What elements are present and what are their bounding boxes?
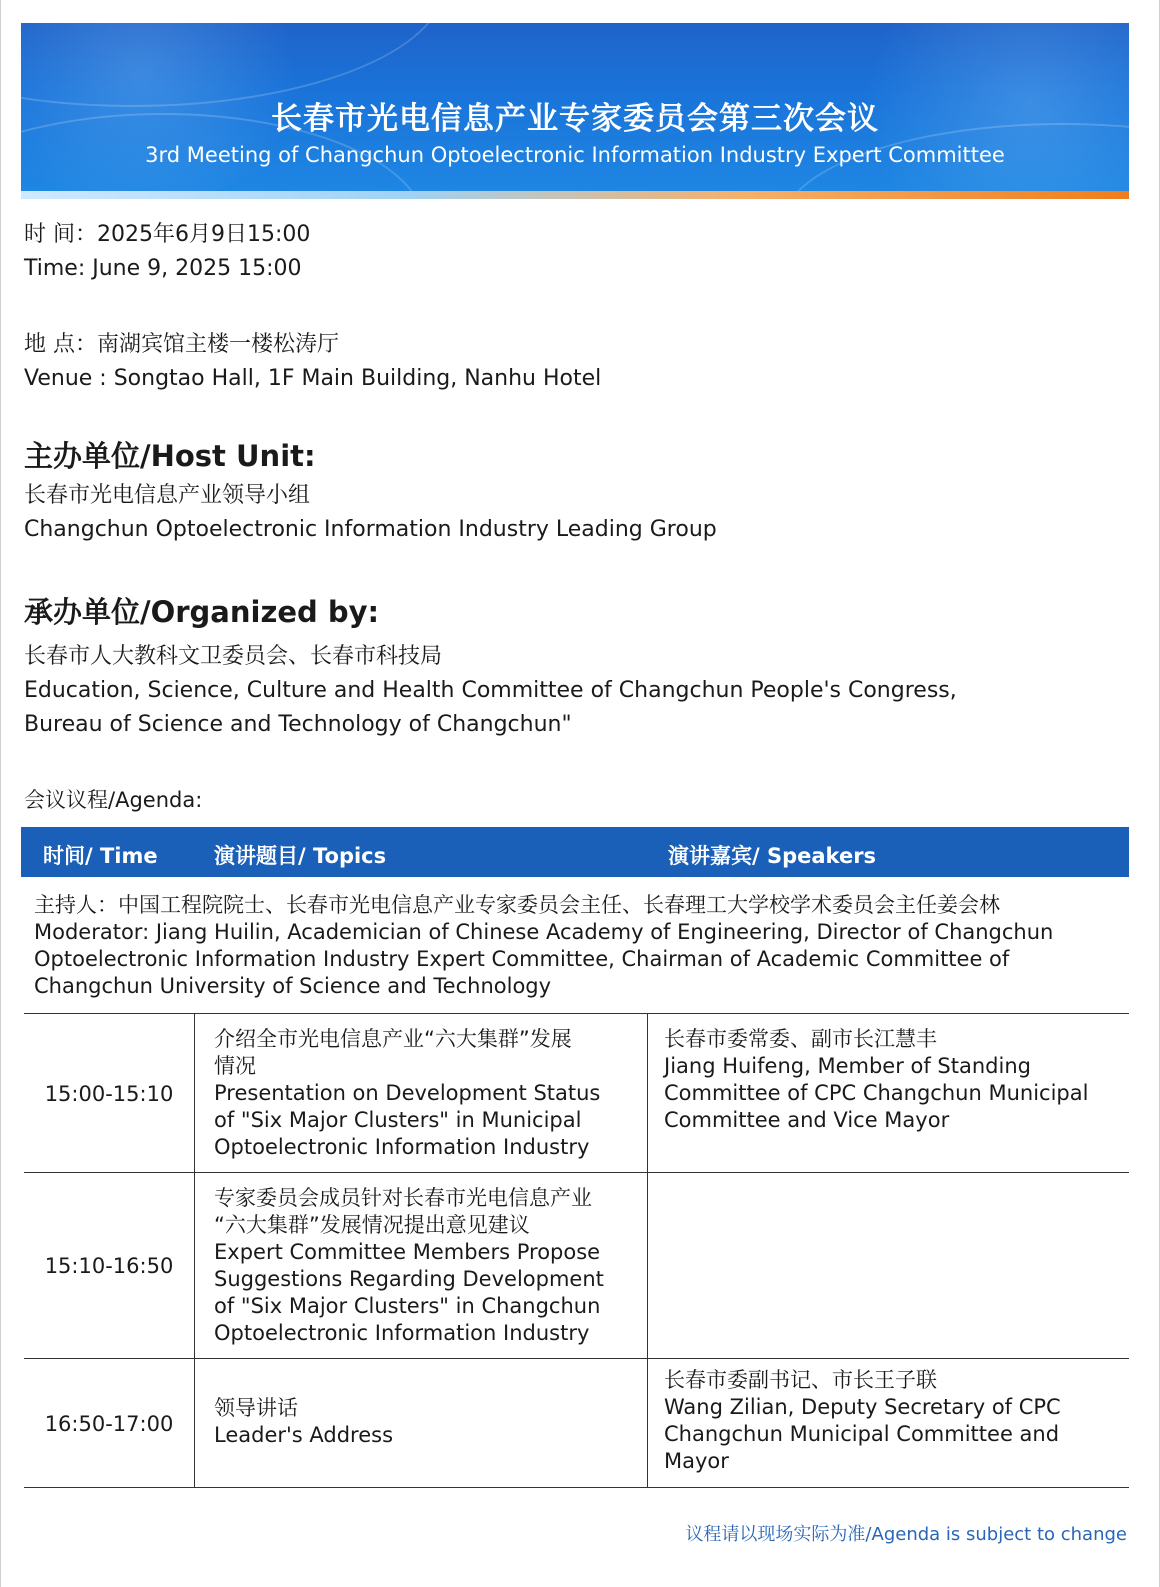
host-unit-en: Changchun Optoelectronic Information Industry Leading Group (24, 517, 717, 542)
topic-line: 领导讲话 (214, 1396, 298, 1420)
agenda-time: 15:10-16:50 (24, 1173, 195, 1359)
meeting-venue-en: Venue : Songtao Hall, 1F Main Building, Nanhu Hotel (24, 366, 602, 391)
footer-note: 议程请以现场实际为准/Agenda is subject to change (685, 1524, 1127, 1545)
page-title: 长春市光电信息产业专家委员会第三次会议 (271, 101, 879, 137)
moderator-line: Optoelectronic Information Industry Expert Committee, Chairman of Academic Committee of (34, 947, 1010, 971)
header-banner (21, 23, 1129, 191)
agenda-time: 15:00-15:10 (24, 1014, 195, 1173)
banner-accent-strip (21, 191, 1129, 199)
agenda-speaker (664, 1367, 1061, 1475)
agenda-topic (214, 1026, 600, 1161)
topic-line: of "Six Major Clusters" in Municipal (214, 1108, 582, 1132)
meeting-time-en: Time: June 9, 2025 15:00 (24, 256, 302, 281)
moderator-line: 主持人：中国工程院院士、长春市光电信息产业专家委员会主任、长春理工大学校学术委员会主任姜会林 (34, 893, 1000, 917)
column-divider (647, 1173, 648, 1359)
agenda-topic (214, 1395, 393, 1449)
agenda-speaker (664, 1026, 1088, 1134)
topic-line: Optoelectronic Information Industry (214, 1135, 590, 1159)
column-header-speakers: 演讲嘉宾/ Speakers (668, 844, 877, 868)
topic-line: Expert Committee Members Propose (214, 1240, 601, 1264)
speaker-line: Committee of CPC Changchun Municipal (664, 1081, 1089, 1105)
host-unit-cn: 长春市光电信息产业领导小组 (24, 483, 311, 508)
column-divider (647, 1359, 648, 1488)
speaker-line: Mayor (664, 1449, 729, 1473)
host-unit (24, 479, 717, 547)
agenda-label: 会议议程/Agenda: (24, 788, 203, 812)
moderator-line: Moderator: Jiang Huilin, Academician of Chinese Academy of Engineering, Director of Changchun (34, 920, 1054, 944)
topic-line: Leader's Address (214, 1423, 394, 1447)
topic-line: 情况 (214, 1054, 256, 1078)
speaker-line: Jiang Huifeng, Member of Standing (664, 1054, 1031, 1078)
speaker-line: Committee and Vice Mayor (664, 1108, 950, 1132)
topic-line: Presentation on Development Status (214, 1081, 601, 1105)
agenda-time: 16:50-17:00 (24, 1359, 195, 1488)
agenda-topic (214, 1185, 604, 1347)
organizer-en-line2: Bureau of Science and Technology of Changchun" (24, 712, 572, 737)
topic-line: Optoelectronic Information Industry (214, 1321, 590, 1345)
meeting-venue (24, 328, 601, 396)
topic-line: 介绍全市光电信息产业“六大集群”发展 (214, 1027, 572, 1051)
column-divider (647, 1014, 648, 1173)
speaker-line: 长春市委副书记、市长王子联 (664, 1368, 937, 1392)
topic-line: Suggestions Regarding Development (214, 1267, 604, 1291)
organizer-en-line1: Education, Science, Culture and Health Committee of Changchun People's Congress, (24, 678, 957, 703)
speaker-line: Changchun Municipal Committee and (664, 1422, 1060, 1446)
column-header-time: 时间/ Time (43, 844, 158, 868)
agenda-row (24, 1013, 1129, 1173)
meeting-venue-cn: 地 点：南湖宾馆主楼一楼松涛厅 (24, 332, 339, 357)
moderator-line: Changchun University of Science and Technology (34, 974, 552, 998)
organizer-unit (24, 640, 957, 742)
organizer-cn: 长春市人大教科文卫委员会、长春市科技局 (24, 644, 443, 669)
page-subtitle: 3rd Meeting of Changchun Optoelectronic Information Industry Expert Committee (145, 143, 1005, 167)
topic-line: 专家委员会成员针对长春市光电信息产业 (214, 1186, 592, 1210)
agenda-row (24, 1358, 1129, 1488)
table-bottom-border (24, 1487, 1129, 1488)
speaker-line: 长春市委常委、副市长江慧丰 (664, 1027, 937, 1051)
meeting-time-cn: 时 间：2025年6月9日15:00 (24, 222, 311, 247)
organizer-heading: 承办单位/Organized by: (24, 595, 380, 629)
agenda-row (24, 1172, 1129, 1359)
meeting-time (24, 218, 310, 286)
host-heading: 主办单位/Host Unit: (24, 439, 316, 473)
topic-line: “六大集群”发展情况提出意见建议 (214, 1213, 530, 1237)
column-header-topics: 演讲题目/ Topics (214, 844, 387, 868)
agenda-table-header (21, 827, 1129, 877)
moderator-info (34, 892, 1119, 1000)
speaker-line: Wang Zilian, Deputy Secretary of CPC (664, 1395, 1061, 1419)
topic-line: of "Six Major Clusters" in Changchun (214, 1294, 601, 1318)
